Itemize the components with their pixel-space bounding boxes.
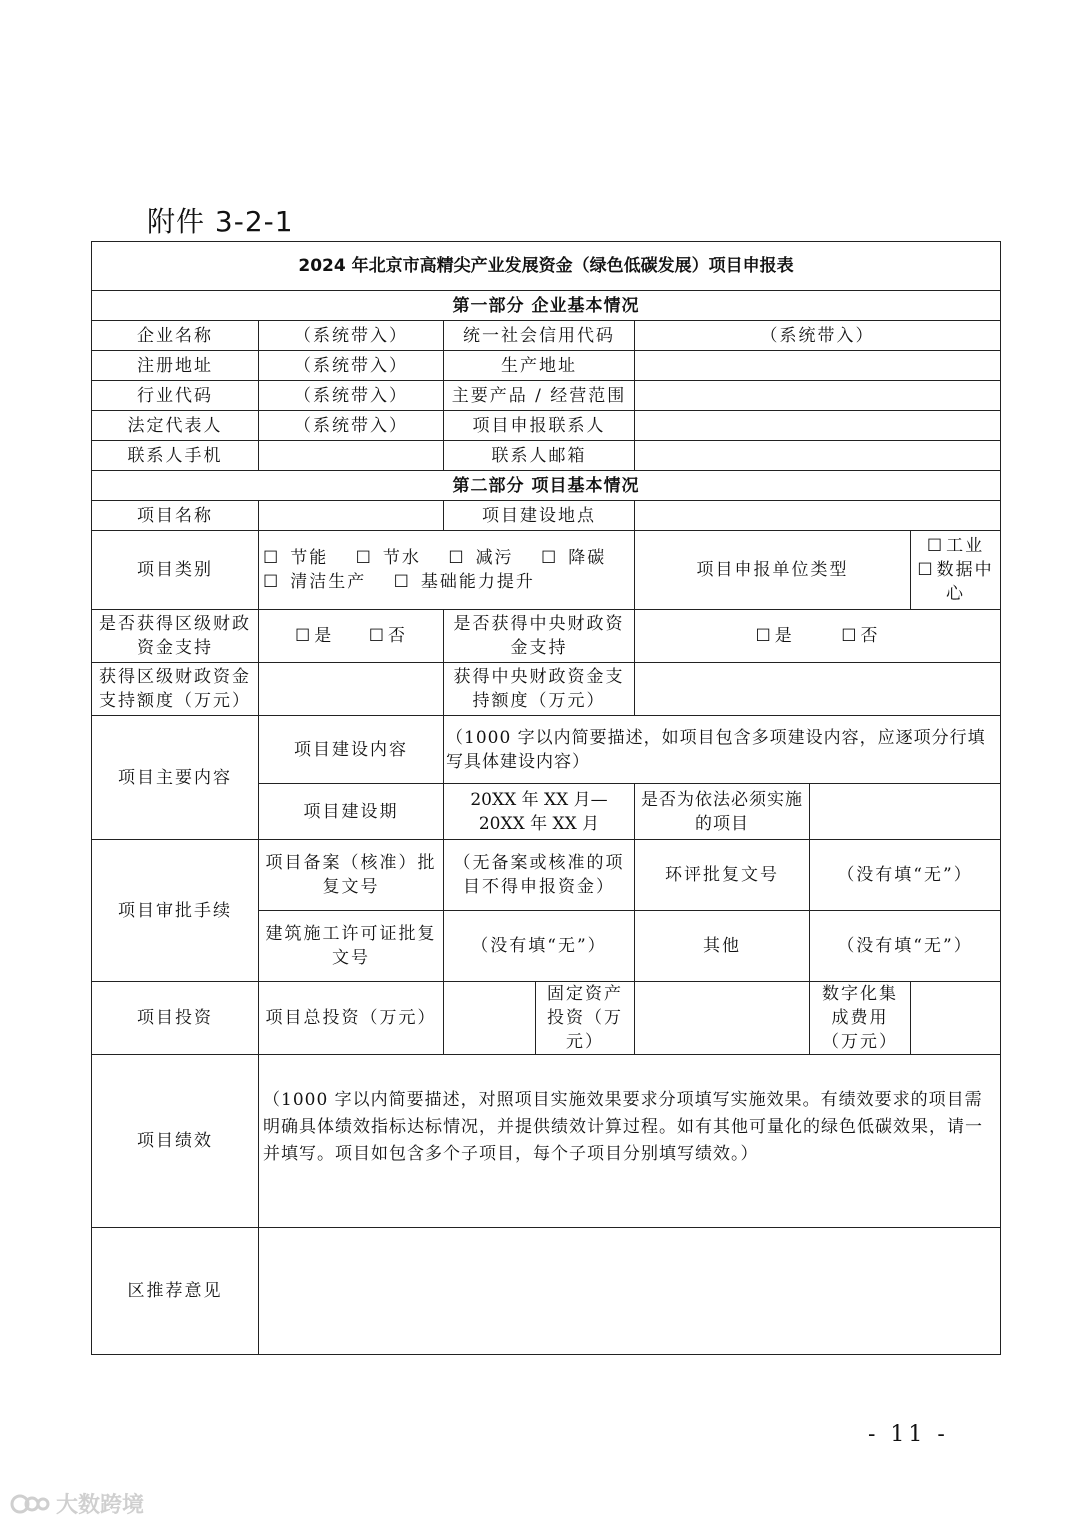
category-option[interactable]: ☐ 清洁生产 <box>263 572 367 592</box>
main-content-label: 项目主要内容 <box>92 716 259 840</box>
category-option[interactable]: ☐ 节水 <box>355 548 421 568</box>
checkbox-icon[interactable]: ☐ <box>393 572 411 592</box>
digital-label: 数字化集成费用（万元） <box>810 982 911 1055</box>
contact-email-field[interactable] <box>635 441 1001 471</box>
central-support-no[interactable]: ☐ 否 <box>841 626 880 646</box>
watermark <box>10 1488 144 1519</box>
reg-address-value[interactable]: （系统带入） <box>259 351 444 381</box>
watermark-text: 大数跨境 <box>56 1493 145 1518</box>
permit-field[interactable]: （没有填“无”） <box>444 911 635 982</box>
investment-label: 项目投资 <box>92 982 259 1055</box>
district-amount-field[interactable] <box>259 663 444 716</box>
legal-rep-label: 法定代表人 <box>92 411 259 441</box>
page-number: - 11 - <box>868 1422 949 1447</box>
form-title: 2024 年北京市高精尖产业发展资金（绿色低碳发展）项目申报表 <box>92 242 1001 291</box>
prod-address-label: 生产地址 <box>444 351 635 381</box>
attachment-label: 附件 3-2-1 <box>147 205 294 238</box>
contact-phone-field[interactable] <box>259 441 444 471</box>
central-amount-field[interactable] <box>635 663 1001 716</box>
district-opinion-label: 区推荐意见 <box>92 1228 259 1355</box>
section-heading-part2: 第二部分 项目基本情况 <box>92 471 1001 501</box>
checkbox-icon[interactable]: ☐ <box>368 626 386 646</box>
contact-phone-label: 联系人手机 <box>92 441 259 471</box>
watermark-logo-icon <box>10 1491 50 1517</box>
credit-code-label: 统一社会信用代码 <box>444 321 635 351</box>
category-options <box>259 531 635 610</box>
central-support-label: 是否获得中央财政资金支持 <box>444 610 635 663</box>
contact-person-field[interactable] <box>635 411 1001 441</box>
main-products-field[interactable] <box>635 381 1001 411</box>
unit-type-option[interactable]: ☐ 工业 <box>926 536 985 556</box>
central-support-yes[interactable]: ☐ 是 <box>755 626 794 646</box>
performance-field[interactable]: （1000 字以内简要描述，对照项目实施效果要求分项填写实施效果。有绩效要求的项目需明确具体绩效指标达标情况，并提供绩效计算过程。如有其他可量化的绿色低碳效果，请一并填写。项目如包含多个子项目，每个子项目分别填写绩效。） <box>259 1055 1001 1228</box>
project-location-field[interactable] <box>635 501 1001 531</box>
fixed-assets-field[interactable] <box>635 982 810 1055</box>
construction-period-label: 项目建设期 <box>259 784 444 840</box>
category-label: 项目类别 <box>92 531 259 610</box>
checkbox-icon[interactable]: ☐ <box>926 536 945 556</box>
total-investment-field[interactable] <box>444 982 536 1055</box>
other-label: 其他 <box>635 911 810 982</box>
checkbox-icon[interactable]: ☐ <box>755 626 773 646</box>
district-support-label: 是否获得区级财政资金支持 <box>92 610 259 663</box>
mandatory-label: 是否为依法必须实施的项目 <box>635 784 810 840</box>
unit-type-option[interactable]: ☐ 数据中心 <box>917 560 994 604</box>
application-form-table <box>91 241 1001 1355</box>
digital-field[interactable] <box>911 982 1001 1055</box>
filing-field[interactable]: （无备案或核准的项目不得申报资金） <box>444 840 635 911</box>
company-name-value[interactable]: （系统带入） <box>259 321 444 351</box>
main-products-label: 主要产品 / 经营范围 <box>444 381 635 411</box>
credit-code-value[interactable]: （系统带入） <box>635 321 1001 351</box>
category-option[interactable]: ☐ 节能 <box>263 548 329 568</box>
unit-type-label: 项目申报单位类型 <box>635 531 911 610</box>
mandatory-field[interactable] <box>810 784 1001 840</box>
checkbox-icon[interactable]: ☐ <box>355 548 373 568</box>
project-name-label: 项目名称 <box>92 501 259 531</box>
section-heading-part1: 第一部分 企业基本情况 <box>92 291 1001 321</box>
total-investment-label: 项目总投资（万元） <box>259 982 444 1055</box>
other-field[interactable]: （没有填“无”） <box>810 911 1001 982</box>
industry-code-value[interactable]: （系统带入） <box>259 381 444 411</box>
checkbox-icon[interactable]: ☐ <box>540 548 559 568</box>
category-option[interactable]: ☐ 基础能力提升 <box>393 572 535 592</box>
eia-field[interactable]: （没有填“无”） <box>810 840 1001 911</box>
project-name-field[interactable] <box>259 501 444 531</box>
prod-address-field[interactable] <box>635 351 1001 381</box>
checkbox-icon[interactable]: ☐ <box>263 572 281 592</box>
performance-label: 项目绩效 <box>92 1055 259 1228</box>
construction-content-field[interactable]: （1000 字以内简要描述，如项目包含多项建设内容，应逐项分行填写具体建设内容） <box>444 716 1001 784</box>
legal-rep-value[interactable]: （系统带入） <box>259 411 444 441</box>
reg-address-label: 注册地址 <box>92 351 259 381</box>
district-support-yes[interactable]: ☐ 是 <box>295 626 334 646</box>
industry-code-label: 行业代码 <box>92 381 259 411</box>
construction-content-label: 项目建设内容 <box>259 716 444 784</box>
project-location-label: 项目建设地点 <box>444 501 635 531</box>
district-opinion-field[interactable] <box>259 1228 1001 1355</box>
category-option[interactable]: ☐ 减污 <box>448 548 514 568</box>
contact-person-label: 项目申报联系人 <box>444 411 635 441</box>
checkbox-icon[interactable]: ☐ <box>917 560 935 580</box>
central-amount-label: 获得中央财政资金支持额度（万元） <box>444 663 635 716</box>
checkbox-icon[interactable]: ☐ <box>841 626 859 646</box>
category-option[interactable]: ☐ 降碳 <box>540 548 607 568</box>
central-support-options <box>635 610 1001 663</box>
checkbox-icon[interactable]: ☐ <box>295 626 313 646</box>
company-name-label: 企业名称 <box>92 321 259 351</box>
district-amount-label: 获得区级财政资金支持额度（万元） <box>92 663 259 716</box>
checkbox-icon[interactable]: ☐ <box>263 548 281 568</box>
district-support-no[interactable]: ☐ 否 <box>368 626 407 646</box>
permit-label: 建筑施工许可证批复文号 <box>259 911 444 982</box>
contact-email-label: 联系人邮箱 <box>444 441 635 471</box>
construction-period-value[interactable]: 20XX 年 XX 月—20XX 年 XX 月 <box>444 784 635 840</box>
filing-label: 项目备案（核准）批复文号 <box>259 840 444 911</box>
checkbox-icon[interactable]: ☐ <box>448 548 466 568</box>
district-support-options <box>259 610 444 663</box>
fixed-assets-label: 固定资产投资（万元） <box>536 982 635 1055</box>
unit-type-options <box>911 531 1001 610</box>
approval-label: 项目审批手续 <box>92 840 259 982</box>
eia-label: 环评批复文号 <box>635 840 810 911</box>
